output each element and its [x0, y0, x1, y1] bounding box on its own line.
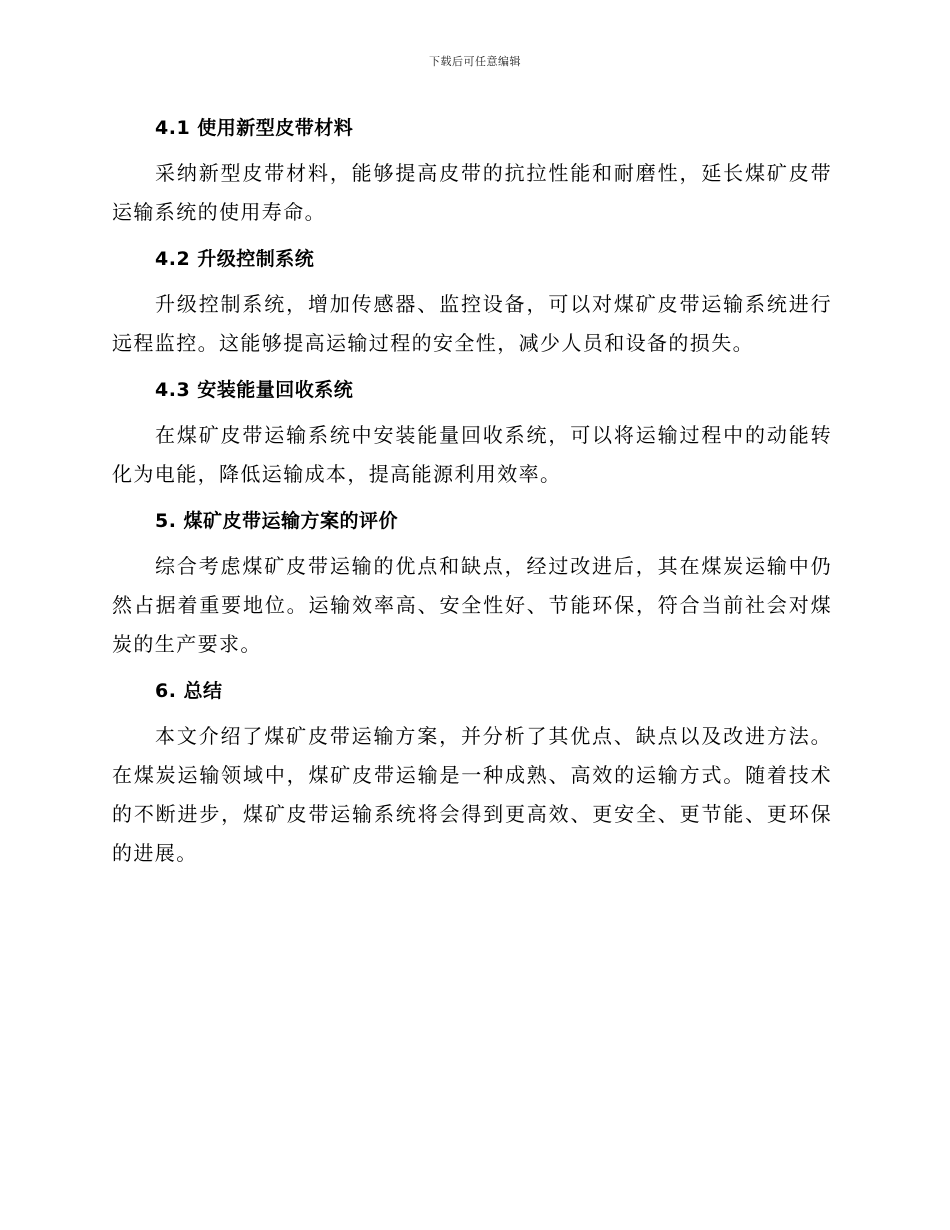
section-4-1 [112, 108, 832, 239]
section-6 [112, 671, 832, 873]
page-header: 下载后可任意编辑 [429, 55, 521, 68]
section-heading: 6. 总结 [155, 680, 223, 702]
section-paragraph: 升级控制系统，增加传感器、监控设备，可以对煤矿皮带运输系统进行远程监控。这能够提高运输过程的安全性，减少人员和设备的损失。 [112, 292, 832, 355]
section-paragraph: 在煤矿皮带运输系统中安装能量回收系统，可以将运输过程中的动能转化为电能，降低运输成本，提高能源利用效率。 [112, 423, 832, 486]
section-heading: 4.1 使用新型皮带材料 [155, 117, 354, 139]
section-5 [112, 501, 832, 671]
section-paragraph: 采纳新型皮带材料，能够提高皮带的抗拉性能和耐磨性，延长煤矿皮带运输系统的使用寿命。 [112, 161, 832, 224]
document-body [112, 108, 832, 873]
section-heading: 4.2 升级控制系统 [155, 248, 315, 270]
section-heading: 5. 煤矿皮带运输方案的评价 [155, 510, 399, 532]
section-4-3 [112, 370, 832, 501]
section-paragraph: 综合考虑煤矿皮带运输的优点和缺点，经过改进后，其在煤炭运输中仍然占据着重要地位。运输效率高、安全性好、节能环保，符合当前社会对煤炭的生产要求。 [112, 554, 832, 656]
section-paragraph: 本文介绍了煤矿皮带运输方案，并分析了其优点、缺点以及改进方法。在煤炭运输领域中，煤矿皮带运输是一种成熟、高效的运输方式。随着技术的不断进步，煤矿皮带运输系统将会得到更高效、更安全、更节能、更环保的进展。 [112, 724, 832, 865]
section-4-2 [112, 239, 832, 370]
section-heading: 4.3 安装能量回收系统 [155, 379, 354, 401]
